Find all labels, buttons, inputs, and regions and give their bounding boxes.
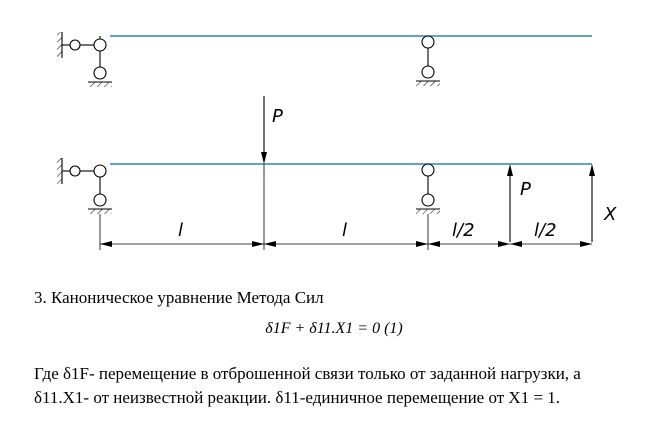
span-label-3: l/2 (452, 220, 475, 241)
wall-hinge-support-bottom (57, 158, 106, 184)
canonical-equation: δ1F + δ11.X1 = 0 (1) (265, 320, 403, 337)
span-label-2: l (342, 220, 348, 241)
explanation-line-1: Где δ1F- перемещение в отброшенной связи только от заданной нагрузки, а (34, 364, 581, 383)
span-label-4: l/2 (534, 220, 557, 241)
load-p-label: P (272, 106, 283, 127)
unknown-arrow-x (589, 164, 617, 242)
span-label-1: l (178, 220, 184, 241)
roller-support-top-left (88, 51, 112, 87)
explanation-line-2: δ11.X1- от неизвестной реакции. δ11-единичное перемещение от X1 = 1. (34, 388, 561, 407)
roller-support-bottom-middle (416, 164, 440, 214)
dimension-line (100, 241, 592, 247)
section-heading: 3. Каноническое уравнение Метода Сил (34, 288, 324, 307)
wall-hinge-support-top (57, 32, 106, 58)
basic-system (57, 96, 617, 250)
reaction-arrow-p (507, 164, 531, 242)
reaction-p-label: P (520, 179, 531, 200)
roller-support-top-middle (416, 36, 440, 86)
roller-support-bottom-left (88, 177, 112, 214)
original-system (57, 32, 592, 87)
unknown-x-label: X (604, 204, 617, 225)
load-arrow-p (261, 96, 283, 164)
